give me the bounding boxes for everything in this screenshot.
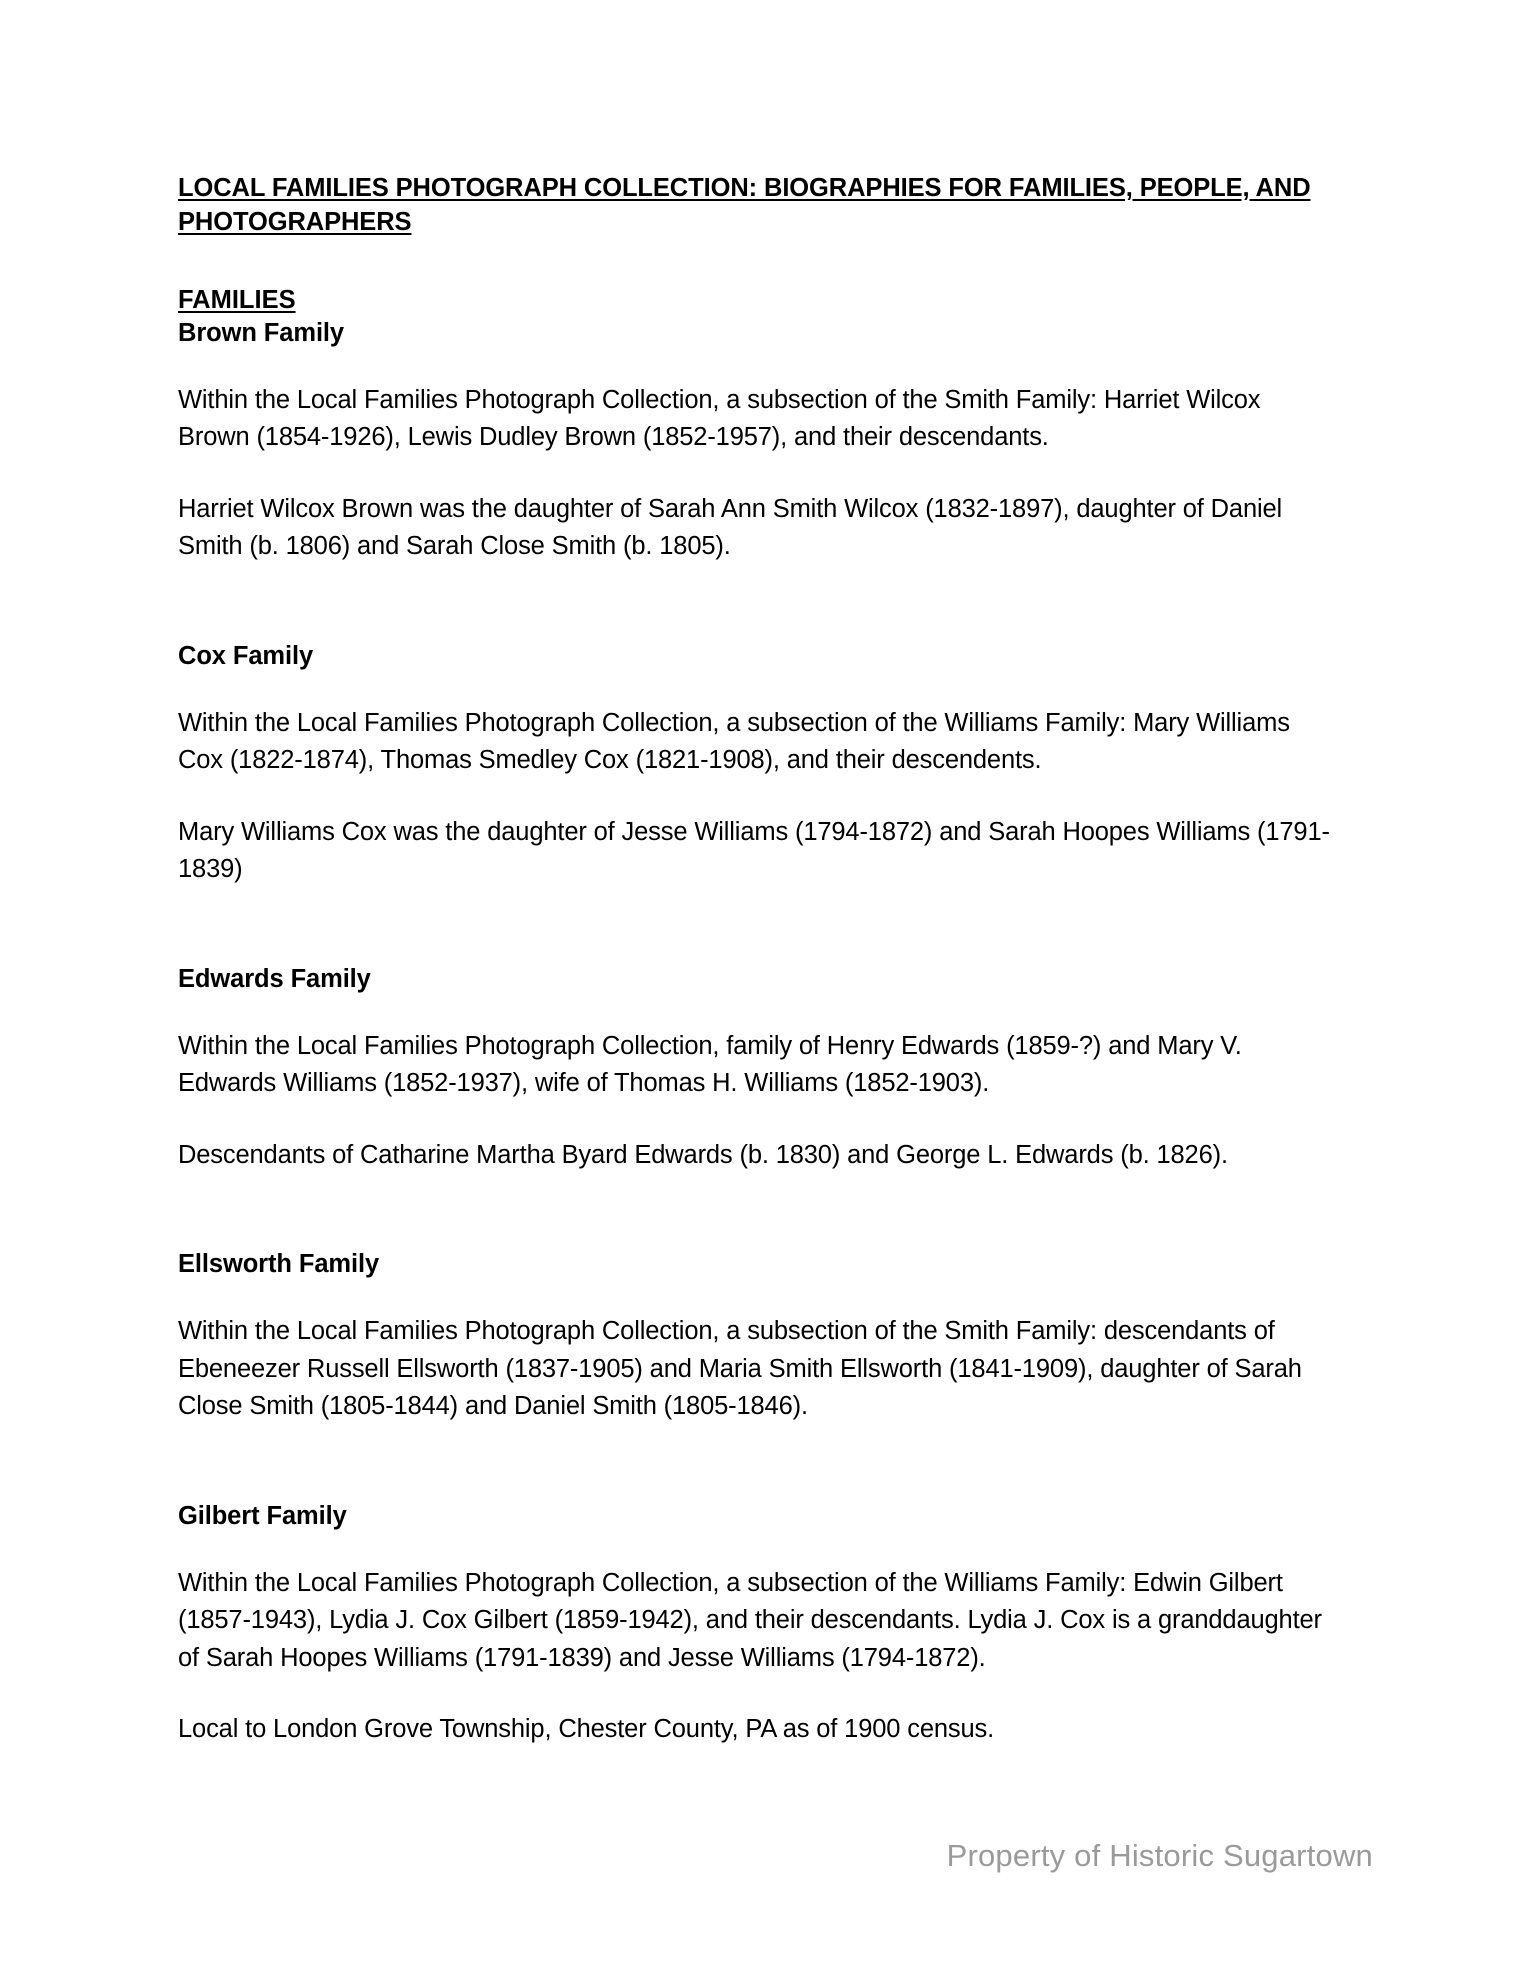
family-heading-ellsworth: Ellsworth Family [178,1250,380,1279]
family-paragraph: Within the Local Families Photograph Collection, a subsection of the Smith Family: Harriet Wilcox Brown (1854-1926), Lewis Dudley Brown (1852-1957), and their descendants. [178,385,1261,452]
family-paragraph: Mary Williams Cox was the daughter of Jesse Williams (1794-1872) and Sarah Hoopes Williams (1791-1839) [178,817,1330,884]
family-paragraph: Harriet Wilcox Brown was the daughter of Sarah Ann Smith Wilcox (1832-1897), daughter of Daniel Smith (b. 1806) and Sarah Close Smith (b. 1805). [178,494,1283,561]
family-heading-edwards: Edwards Family [178,964,371,993]
family-heading-brown: Brown Family [178,318,344,347]
family-paragraph: Descendants of Catharine Martha Byard Edwards (b. 1830) and George L. Edwards (b. 1826). [178,1140,1228,1169]
family-paragraph: Within the Local Families Photograph Collection, a subsection of the Williams Family: Edwin Gilbert (1857-1943), Lydia J. Cox Gilbert (1859-1942), and their descendants. Lydia J. Cox is a granddaughter of Sarah Hoopes Williams (1791-1839) and Jesse Williams (1794-1872). [178,1568,1322,1672]
family-paragraph: Within the Local Families Photograph Collection, a subsection of the Williams Family: Mary Williams Cox (1822-1874), Thomas Smedley Cox (1821-1908), and their descendents. [178,708,1290,775]
family-paragraph: Within the Local Families Photograph Collection, family of Henry Edwards (1859-?) and Mary V. Edwards Williams (1852-1937), wife of Thomas H. Williams (1852-1903). [178,1031,1242,1098]
family-heading-cox: Cox Family [178,641,314,670]
page-title: LOCAL FAMILIES PHOTOGRAPH COLLECTION: BIOGRAPHIES FOR FAMILIES, PEOPLE, AND PHOTOGRAPHERS [178,174,1311,236]
family-heading-gilbert: Gilbert Family [178,1501,347,1530]
family-paragraph: Local to London Grove Township, Chester County, PA as of 1900 census. [178,1715,995,1744]
family-paragraph: Within the Local Families Photograph Collection, a subsection of the Smith Family: descendants of Ebeneezer Russell Ellsworth (1837-1905) and Maria Smith Ellsworth (1841-1909), daughter of Sarah Close Smith (1805-1844) and Daniel Smith (1805-1846). [178,1317,1302,1421]
section-heading-families: FAMILIES [178,285,296,314]
watermark: Property of Historic Sugartown [946,1838,1373,1873]
document-content [178,172,1338,1749]
